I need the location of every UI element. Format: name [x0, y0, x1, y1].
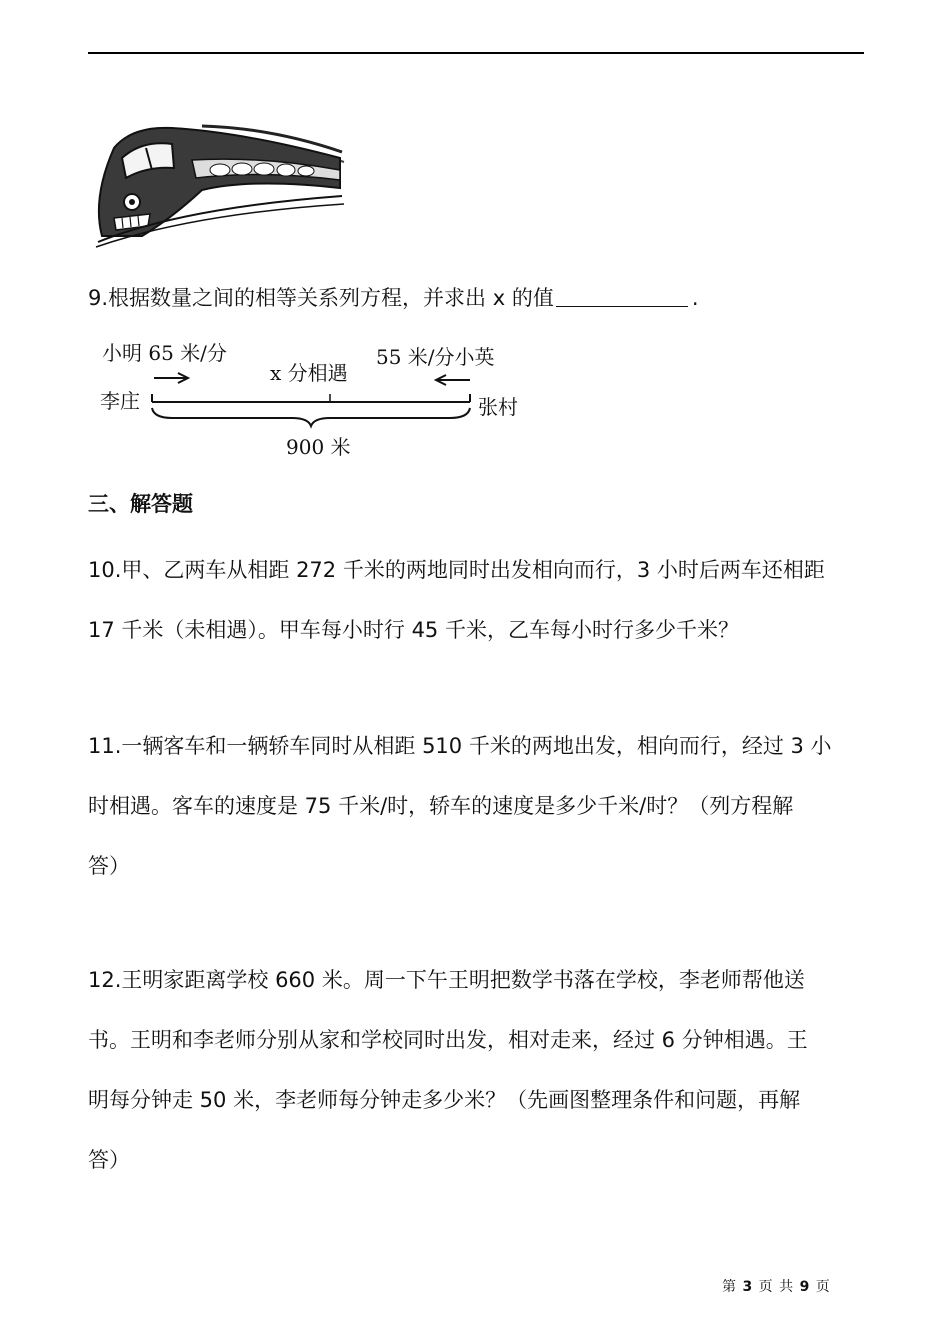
footer-suffix: 页 [815, 1279, 831, 1295]
question-10-line: 17 千米（未相遇）。甲车每小时行 45 千米，乙车每小时行多少千米？ [88, 618, 739, 642]
question-12-line: 答） [88, 1148, 130, 1172]
left-person-label: 小明 65 米/分 [102, 341, 227, 365]
total-page-count: 9 [799, 1279, 811, 1295]
question-9-period: . [691, 286, 699, 310]
question-12-line: 12.王明家距离学校 660 米。周一下午王明把数学书落在学校，李老师帮他送 [88, 968, 805, 992]
question-11-line: 11.一辆客车和一辆轿车同时从相距 510 千米的两地出发，相向而行，经过 3 小 [88, 734, 832, 758]
total-distance-label: 900 米 [286, 435, 351, 459]
question-12 [88, 950, 858, 1190]
section-title: 三、解答题 [88, 492, 193, 516]
train-illustration [92, 118, 348, 248]
page-footer [722, 1276, 831, 1296]
left-place-label: 李庄 [100, 389, 140, 413]
question-10-line: 10.甲、乙两车从相距 272 千米的两地同时出发相向而行，3 小时后两车还相距 [88, 558, 825, 582]
answer-blank[interactable] [556, 284, 688, 307]
question-10 [88, 540, 858, 660]
question-11-line: 时相遇。客车的速度是 75 千米/时，轿车的速度是多少千米/时？（列方程解 [88, 794, 794, 818]
meet-label: x 分相遇 [270, 361, 348, 385]
question-11 [88, 716, 858, 896]
total-brace [152, 408, 470, 426]
question-9-text: 9.根据数量之间的相等关系列方程，并求出 x 的值 [88, 286, 554, 310]
right-place-label: 张村 [478, 395, 518, 419]
right-person-label: 55 米/分小英 [376, 345, 495, 369]
question-11-line: 答） [88, 854, 130, 878]
question-12-line: 书。王明和李老师分别从家和学校同时出发，相对走来，经过 6 分钟相遇。王 [88, 1028, 808, 1052]
header-rule [88, 52, 864, 54]
footer-prefix: 第 [722, 1279, 737, 1295]
question-9 [88, 278, 858, 318]
current-page-number: 3 [742, 1279, 754, 1295]
meeting-diagram [92, 332, 532, 462]
footer-middle: 页 共 [758, 1279, 795, 1295]
question-12-line: 明每分钟走 50 米，李老师每分钟走多少米？（先画图整理条件和问题，再解 [88, 1088, 801, 1112]
